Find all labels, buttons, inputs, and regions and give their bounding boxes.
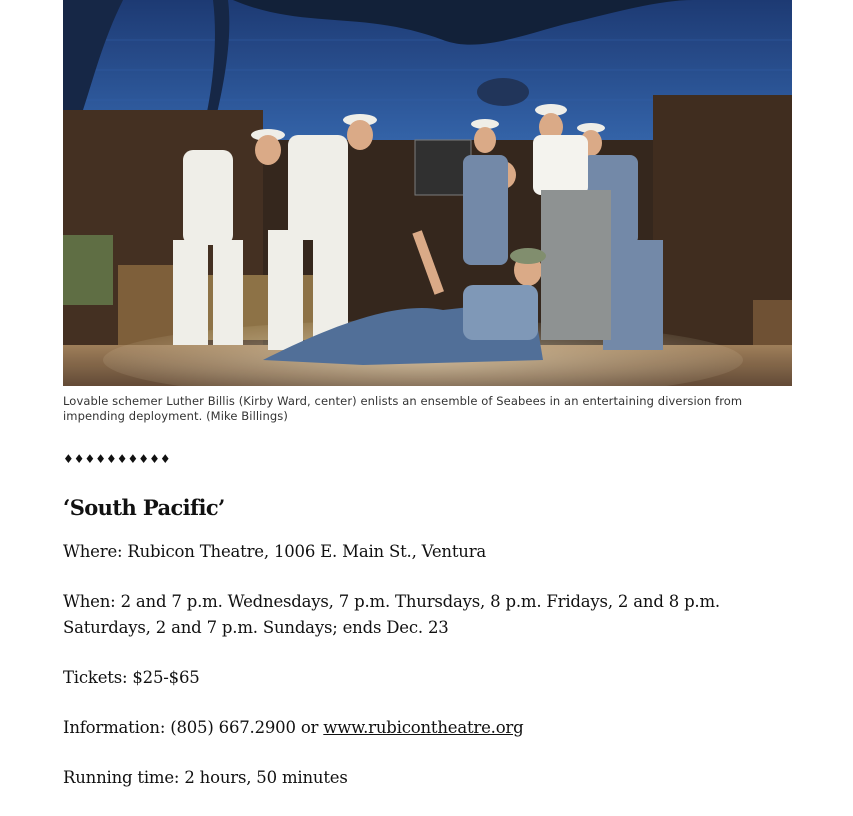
section-divider: ♦♦♦♦♦♦♦♦♦♦	[63, 452, 171, 466]
article-photo	[63, 0, 792, 386]
article-body	[63, 0, 792, 791]
info-where: Where: Rubicon Theatre, 1006 E. Main St., Ventura	[63, 542, 487, 561]
show-info	[63, 539, 792, 791]
photo-caption: Lovable schemer Luther Billis (Kirby Ward, center) enlists an ensemble of Seabees in an entertaining diversion from impending deployment. (Mike Billings)	[63, 394, 743, 423]
info-contact	[63, 715, 792, 741]
info-contact-prefix: Information: (805) 667.2900 or	[63, 718, 324, 737]
show-title: ‘South Pacific’	[63, 495, 225, 520]
stage-photo-illustration	[63, 0, 792, 386]
info-running-time: Running time: 2 hours, 50 minutes	[63, 768, 348, 787]
info-tickets: Tickets: $25-$65	[63, 668, 200, 687]
info-when: When: 2 and 7 p.m. Wednesdays, 7 p.m. Thursdays, 8 p.m. Fridays, 2 and 8 p.m. Saturdays, 2 and 7 p.m. Sundays; ends Dec. 23	[63, 592, 720, 637]
website-link[interactable]: www.rubicontheatre.org	[323, 718, 524, 737]
